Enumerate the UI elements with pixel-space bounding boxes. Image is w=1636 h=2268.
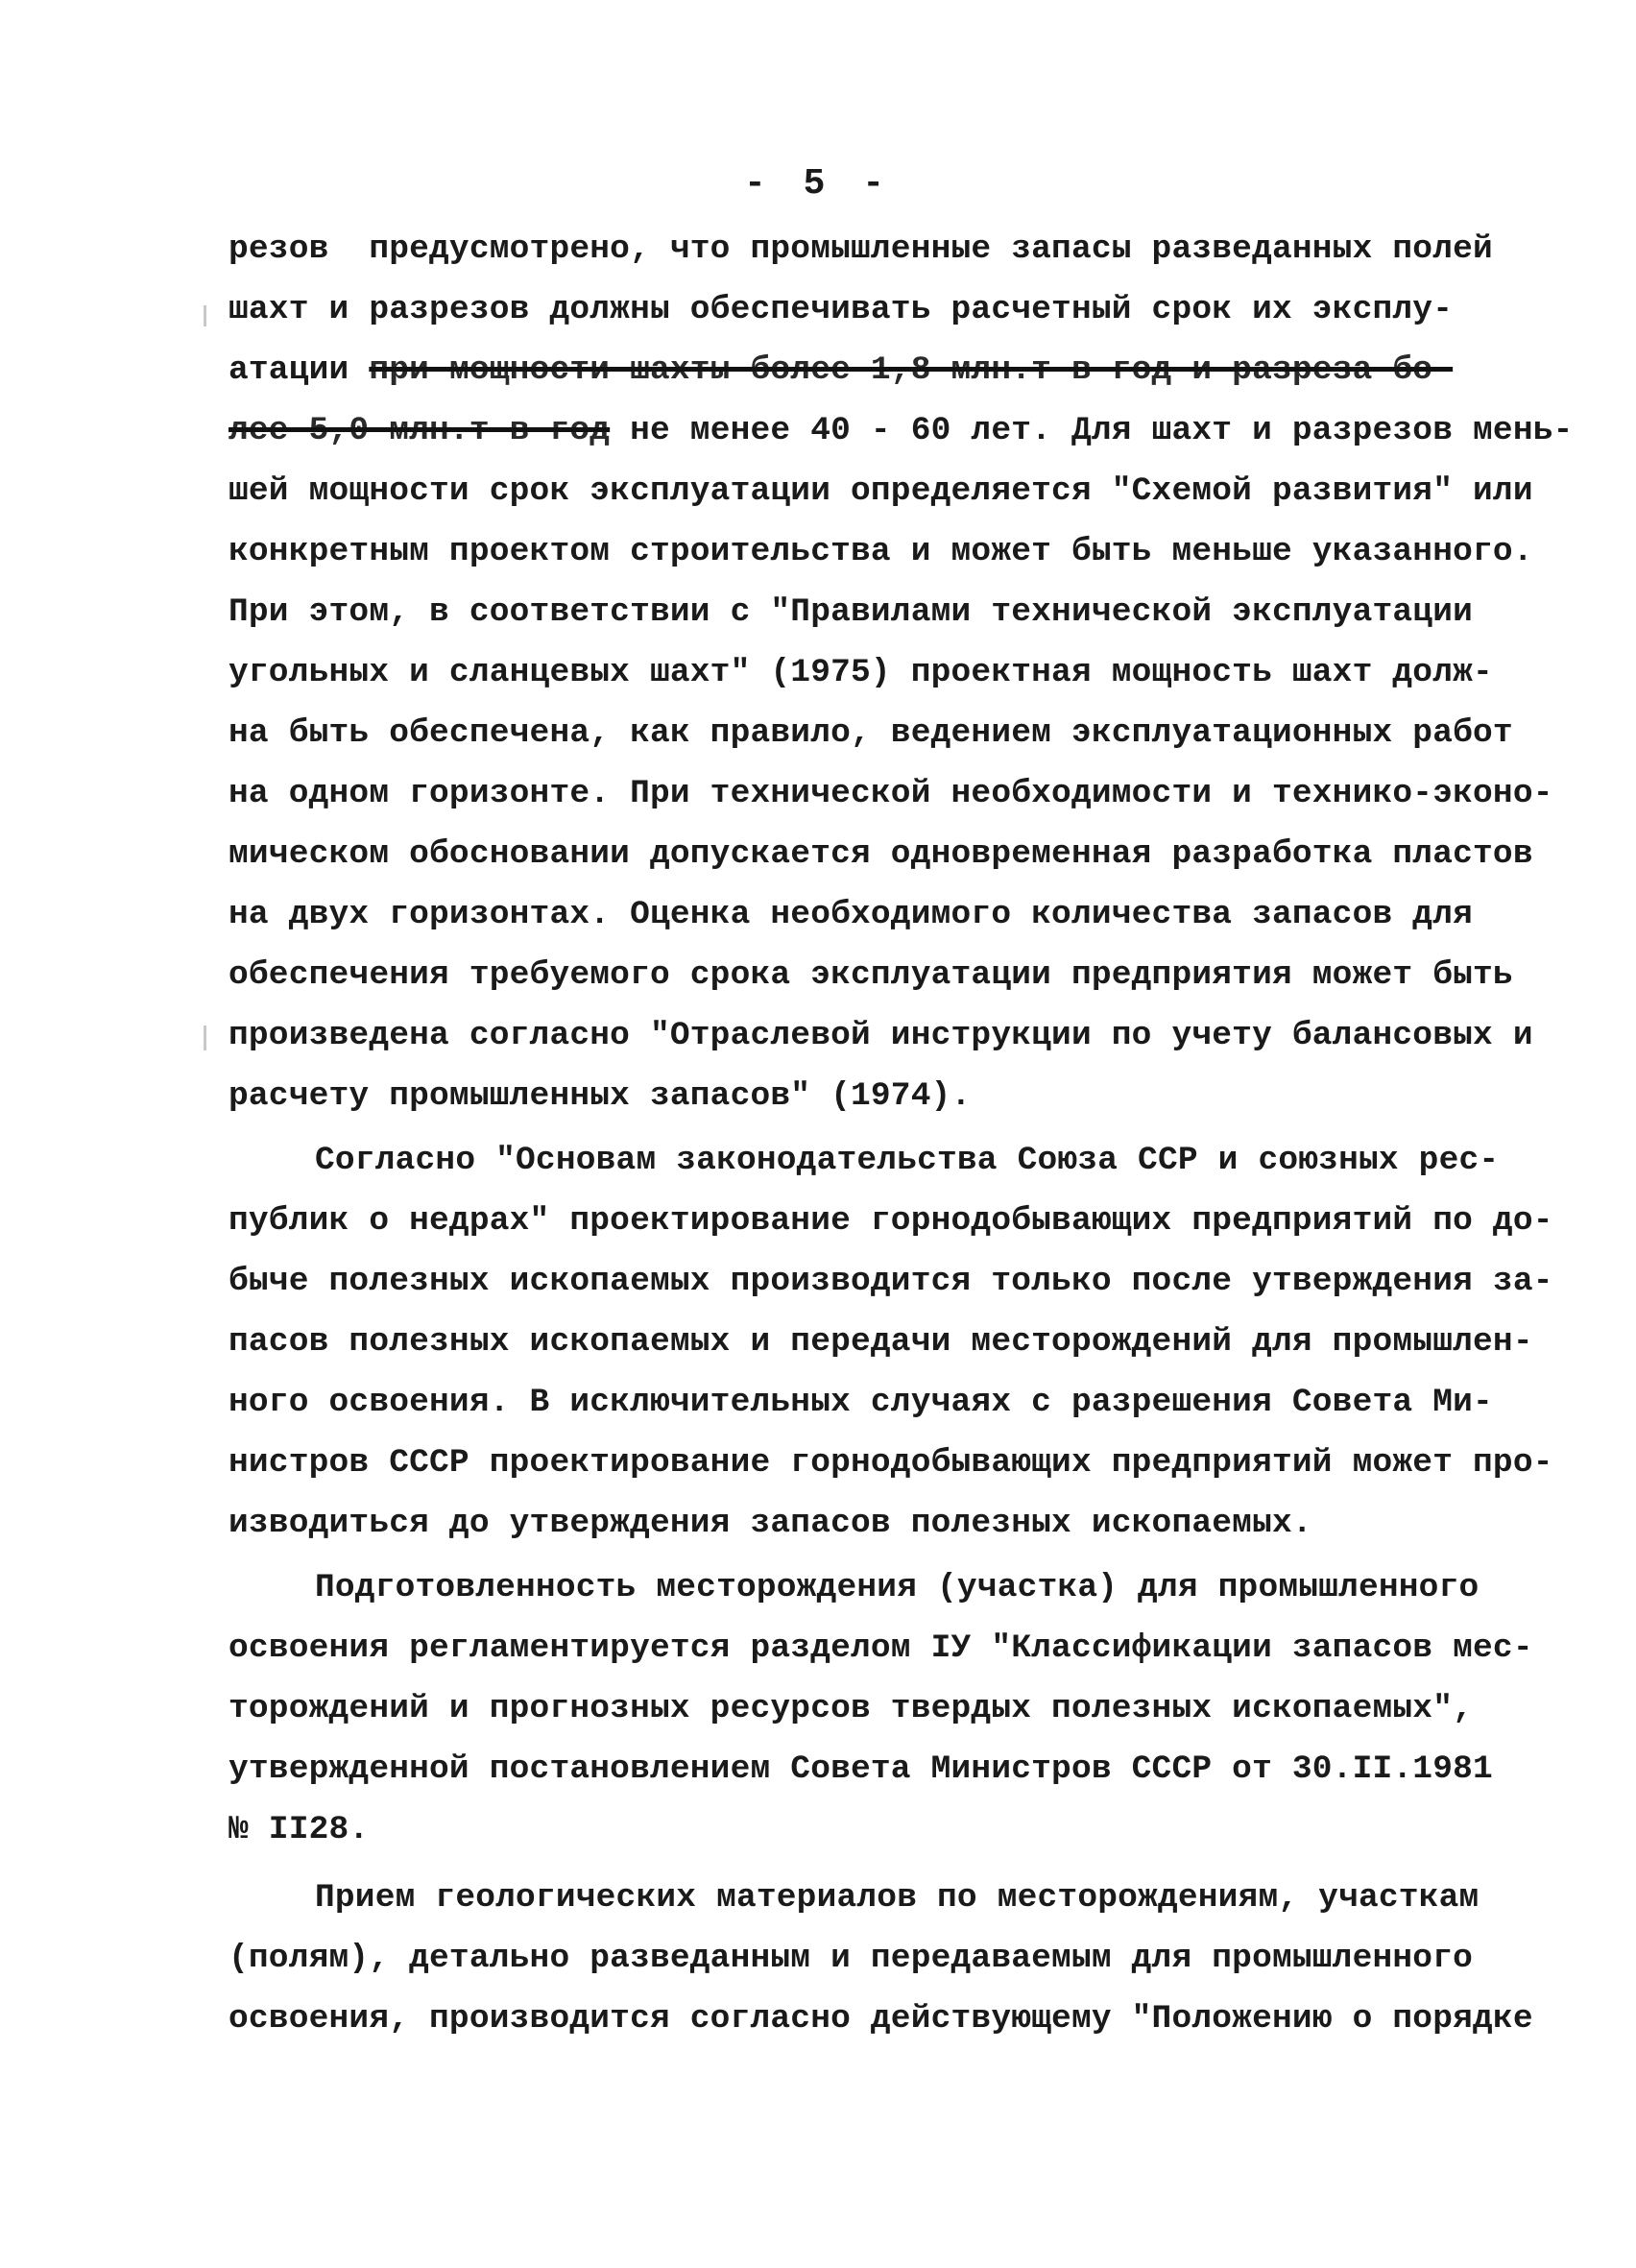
paragraph-1-line-5: шей мощности срок эксплуатации определяется "Схемой развития" или — [229, 472, 1533, 510]
paragraph-3-line-1: Подготовленность месторождения (участка) для промышленного — [315, 1569, 1480, 1606]
paragraph-1-line-9: на быть обеспечена, как правило, ведением эксплуатационных работ — [229, 714, 1513, 752]
paragraph-4-line-2: (полям), детально разведанным и передаваемым для промышленного — [229, 1940, 1474, 1977]
paragraph-4-line-1: Прием геологических материалов по месторождениям, участкам — [315, 1879, 1480, 1917]
paragraph-2-line-1: Согласно "Основам законодательства Союза ССР и союзных рес- — [315, 1142, 1500, 1179]
page-number: - 5 - — [743, 163, 893, 205]
paragraph-2-line-5: ного освоения. В исключительных случаях с разрешения Совета Ми- — [229, 1384, 1493, 1421]
scan-mark — [204, 305, 206, 326]
paragraph-1-line-4 — [229, 410, 1574, 452]
paragraph-1-line-15: расчету промышленных запасов" (1974). — [229, 1077, 972, 1115]
paragraph-1-line-14: произведена согласно "Отраслевой инструкции по учету балансовых и — [229, 1017, 1533, 1054]
struck-through-text: лее 5,0 млн.т в год — [229, 412, 611, 449]
paragraph-1-line-6: конкретным проектом строительства и может быть меньше указанного. — [229, 533, 1533, 570]
scan-mark — [204, 1025, 206, 1050]
paragraph-1-line-3 — [229, 350, 1453, 392]
text-segment: атации — [229, 351, 370, 389]
text-segment: не менее 40 - 60 лет. Для шахт и разрезов мень- — [610, 412, 1574, 449]
paragraph-1-line-13: обеспечения требуемого срока эксплуатации предприятия может быть — [229, 956, 1513, 994]
paragraph-1-line-1: резов предусмотрено, что промышленные запасы разведанных полей — [229, 230, 1493, 268]
paragraph-3-line-2: освоения регламентируется разделом IУ "Классификации запасов мес- — [229, 1629, 1533, 1667]
paragraph-3-line-3: торождений и прогнозных ресурсов твердых полезных ископаемых", — [229, 1690, 1474, 1727]
paragraph-1-line-2: шахт и разрезов должны обеспечивать расчетный срок их эксплу- — [229, 291, 1454, 328]
paragraph-3-line-4: утвержденной постановлением Совета Министров СССР от 30.II.1981 — [229, 1750, 1493, 1788]
paragraph-2-line-4: пасов полезных ископаемых и передачи месторождений для промышлен- — [229, 1323, 1533, 1361]
paragraph-1-line-8: угольных и сланцевых шахт" (1975) проектная мощность шахт долж- — [229, 654, 1493, 691]
paragraph-3-line-5: № II28. — [229, 1811, 370, 1848]
struck-through-text: при мощности шахты более 1,8 млн.т в год и разреза бо- — [369, 351, 1454, 389]
paragraph-1-line-7: При этом, в соответствии с "Правилами технической эксплуатации — [229, 593, 1474, 631]
paragraph-2-line-7: изводиться до утверждения запасов полезных ископаемых. — [229, 1505, 1312, 1542]
paragraph-2-line-3: быче полезных ископаемых производится только после утверждения за- — [229, 1263, 1553, 1300]
paragraph-2-line-2: публик о недрах" проектирование горнодобывающих предприятий по до- — [229, 1202, 1553, 1240]
paragraph-4-line-3: освоения, производится согласно действующему "Положению о порядке — [229, 2000, 1533, 2038]
paragraph-2-line-6: нистров СССР проектирование горнодобывающих предприятий может про- — [229, 1444, 1553, 1482]
paragraph-1-line-10: на одном горизонте. При технической необходимости и технико-эконо- — [229, 775, 1553, 812]
paragraph-1-line-11: мическом обосновании допускается одновременная разработка пластов — [229, 835, 1533, 873]
paragraph-1-line-12: на двух горизонтах. Оценка необходимого количества запасов для — [229, 896, 1474, 933]
